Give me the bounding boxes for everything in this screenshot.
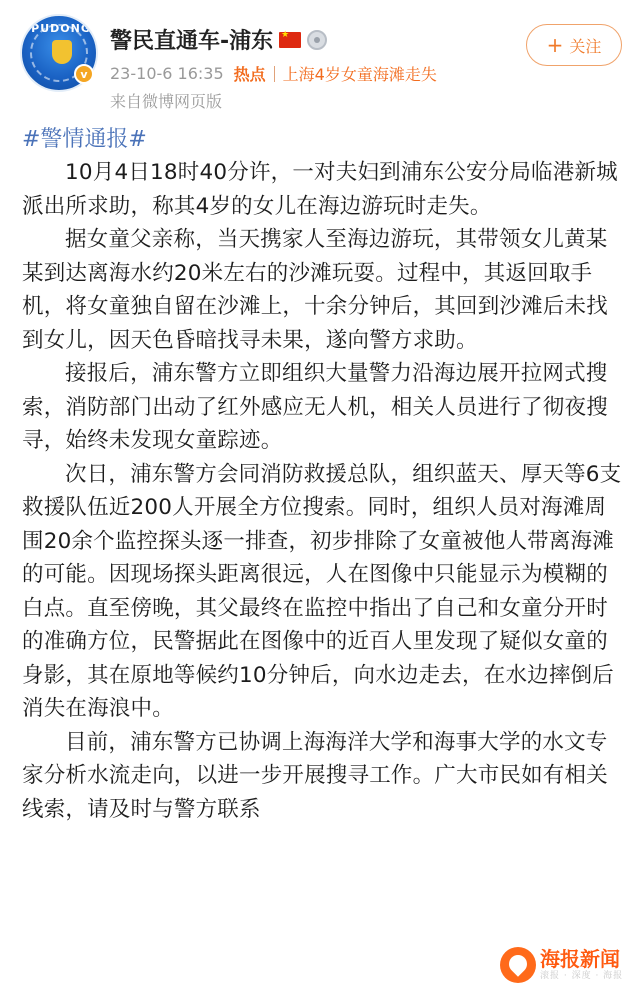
haibao-logo-icon [500,947,536,983]
avatar-logo-icon: PUDONG [31,22,91,35]
plus-icon: + [546,33,564,57]
post-body [22,124,622,826]
post-paragraph: 次日，浦东警方会同消防救援总队，组织蓝天、厚天等6支救援队伍近200人开展全方位搜索。同时，组织人员对海滩周围20余个监控探头逐一排查，初步排除了女童被他人带离海滩的可能。因现场探头距离很远，人在图像中只能显示为模糊的白点。直至傍晚，其父最终在监控中指出了自己和女童分开时的准确方位，民警据此在图像中的近百人里发现了疑似女童的身影，其在原地等候约10分钟后，向水边走去，在水边摔倒后消失在海浪中。 [22,461,622,721]
post-paragraph: 接报后，浦东警方立即组织大量警力沿海边展开拉网式搜索，消防部门出动了红外感应无人机，相关人员进行了彻夜搜寻，始终未发现女童踪迹。 [22,361,608,453]
post-header [0,0,640,120]
meta-divider [274,66,275,82]
hot-label: 热点 [233,65,266,84]
watermark [500,943,638,987]
account-name-row [110,24,327,55]
post-date: 23-10-6 16:35 [110,64,224,83]
topic-tag[interactable]: #警情通报# [22,127,147,152]
post-paragraph: 据女童父亲称，当天携家人至海边游玩，其带领女儿黄某某到达离海水约20米左右的沙滩玩耍。过程中，其返回取手机，将女童独自留在沙滩上，十余分钟后，其回到沙滩后未找到女儿，因天色昏暗找寻未果，遂向警方求助。 [22,227,608,353]
verified-icon: v [74,64,94,84]
post-paragraph: 目前，浦东警方已协调上海海洋大学和海事大学的水文专家分析水流走向，以进一步开展搜寻工作。广大市民如有相关线索，请及时与警方联系 [22,729,608,822]
watermark-subtitle: 滚报 · 深度 · 海报 [540,971,624,981]
post-paragraph: 10月4日18时40分许，一对夫妇到浦东公安分局临港新城派出所求助，称其4岁的女儿在海边游玩时走失。 [22,160,618,219]
medal-icon [307,30,327,50]
post-source: 来自微博网页版 [110,92,223,111]
hot-topic-link[interactable]: 上海4岁女童海滩走失 [282,65,437,84]
account-name[interactable]: 警民直通车-浦东 [110,29,274,54]
police-badge-icon [52,40,72,64]
watermark-title: 海报新闻 [540,947,620,971]
post-meta [110,62,437,85]
follow-label: 关注 [569,36,602,56]
follow-button[interactable] [526,24,622,66]
china-flag-icon [279,32,301,48]
